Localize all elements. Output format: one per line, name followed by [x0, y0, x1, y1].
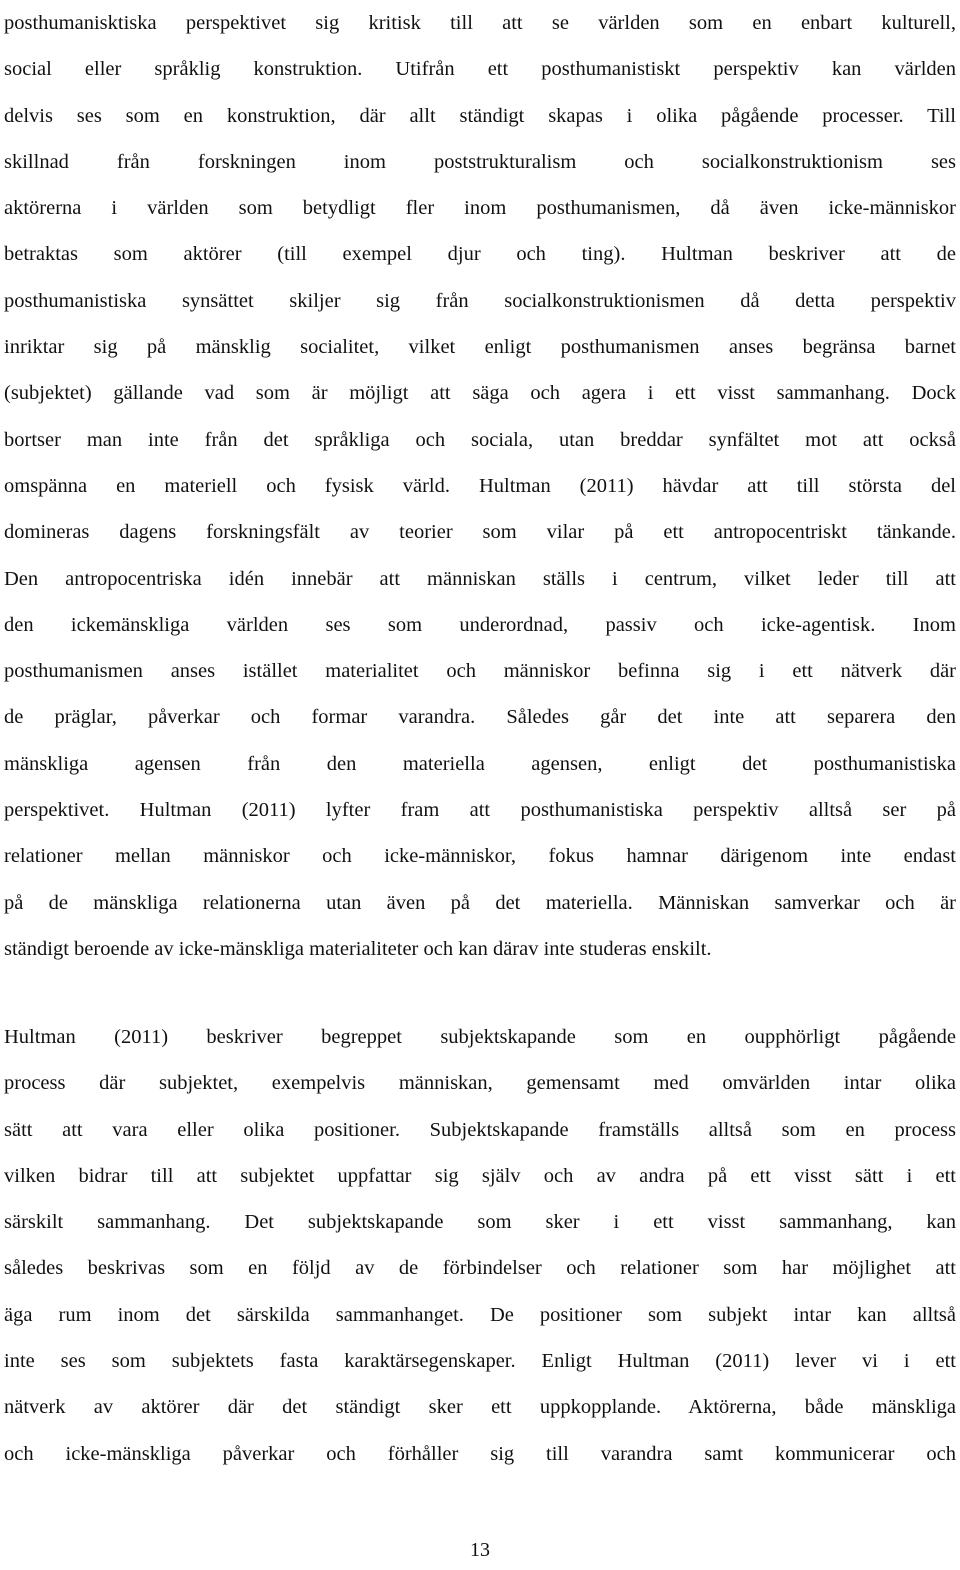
text-line: Den antropocentriska idén innebär att människan ställs i centrum, vilket leder till att — [4, 567, 956, 590]
text-line: på de mänskliga relationerna utan även på det materiella. Människan samverkar och är — [4, 891, 956, 914]
body-paragraph-posthumanism — [4, 0, 956, 972]
text-line: särskilt sammanhang. Det subjektskapande som sker i ett visst sammanhang, kan — [4, 1211, 956, 1234]
text-line: posthumanismen anses istället materialitet och människor befinna sig i ett nätverk där — [4, 660, 956, 683]
text-line: ständigt beroende av icke-mänskliga materialiteter och kan därav inte studeras enskilt. — [4, 937, 712, 960]
text-line: posthumanisktiska perspektivet sig kritisk till att se världen som en enbart kulturell, — [4, 12, 956, 34]
text-line: inte ses som subjektets fasta karaktärsegenskaper. Enligt Hultman (2011) lever vi i ett — [4, 1350, 956, 1373]
text-line: nätverk av aktörer där det ständigt sker ett uppkopplande. Aktörerna, både mänskliga — [4, 1396, 956, 1419]
text-line: således beskrivas som en följd av de förbindelser och relationer som har möjlighet att — [4, 1257, 956, 1280]
text-line: Hultman (2011) beskriver begreppet subjektskapande som en oupphörligt pågående — [4, 1026, 956, 1048]
text-line: delvis ses som en konstruktion, där allt ständigt skapas i olika pågående processer. Till — [4, 104, 956, 127]
text-line: aktörerna i världen som betydligt fler inom posthumanismen, då även icke-människor — [4, 197, 956, 220]
text-line: och icke-mänskliga påverkar och förhåller sig till varandra samt kommunicerar och — [4, 1442, 956, 1465]
text-line: inriktar sig på mänsklig socialitet, vilket enligt posthumanismen anses begränsa barnet — [4, 336, 956, 359]
text-line: perspektivet. Hultman (2011) lyfter fram att posthumanistiska perspektiv alltså ser på — [4, 799, 956, 822]
page-number: 13 — [470, 1539, 490, 1561]
text-line: vilken bidrar till att subjektet uppfattar sig själv och av andra på ett visst sätt i ett — [4, 1164, 956, 1187]
body-paragraph-subjectification — [4, 1014, 956, 1477]
text-line: process där subjektet, exempelvis människan, gemensamt med omvärlden intar olika — [4, 1072, 956, 1095]
text-line: bortser man inte från det språkliga och sociala, utan breddar synfältet mot att också — [4, 428, 956, 451]
text-line: de präglar, påverkar och formar varandra. Således går det inte att separera den — [4, 706, 956, 729]
text-line: mänskliga agensen från den materiella agensen, enligt det posthumanistiska — [4, 752, 956, 775]
text-line: posthumanistiska synsättet skiljer sig från socialkonstruktionismen då detta perspektiv — [4, 289, 956, 312]
text-line: sätt att vara eller olika positioner. Subjektskapande framställs alltså som en process — [4, 1118, 956, 1141]
text-line: äga rum inom det särskilda sammanhanget. De positioner som subjekt intar kan alltså — [4, 1303, 956, 1326]
text-line: den ickemänskliga världen ses som underordnad, passiv och icke-agentisk. Inom — [4, 613, 956, 636]
text-line: (subjektet) gällande vad som är möjligt att säga och agera i ett visst sammanhang. Dock — [4, 382, 956, 405]
text-line: betraktas som aktörer (till exempel djur och ting). Hultman beskriver att de — [4, 243, 956, 266]
text-line: domineras dagens forskningsfält av teorier som vilar på ett antropocentriskt tänkande. — [4, 521, 956, 544]
text-line: relationer mellan människor och icke-människor, fokus hamnar därigenom inte endast — [4, 845, 956, 868]
text-line: skillnad från forskningen inom poststrukturalism och socialkonstruktionism ses — [4, 150, 956, 173]
text-line: omspänna en materiell och fysisk värld. Hultman (2011) hävdar att till största del — [4, 474, 956, 497]
text-line: social eller språklig konstruktion. Utifrån ett posthumanistiskt perspektiv kan världen — [4, 58, 956, 81]
